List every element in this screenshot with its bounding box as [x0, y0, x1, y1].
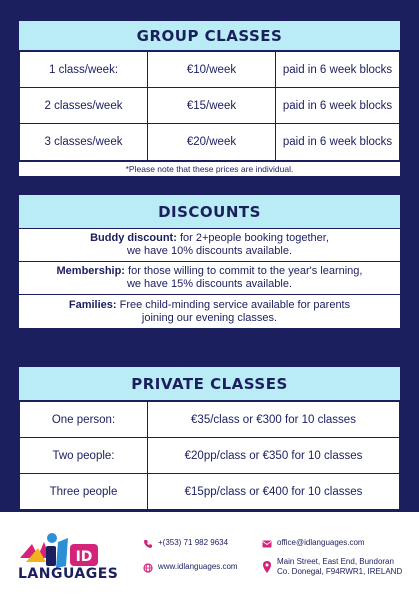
group-row-label: 2 classes/week [20, 88, 148, 124]
website-text: www.idlanguages.com [158, 562, 238, 571]
location-pin-icon [262, 561, 272, 573]
discounts-card [18, 194, 401, 330]
group-row-price: €10/week [148, 52, 276, 88]
address-contact [262, 557, 402, 577]
website-contact[interactable] [143, 562, 238, 573]
group-row-label: 3 classes/week [20, 124, 148, 161]
private-row-label: One person: [20, 402, 148, 438]
mail-icon [262, 539, 272, 549]
table-row [20, 474, 400, 510]
private-row-label: Three people [20, 474, 148, 510]
table-row [20, 52, 400, 88]
address-line-1: Main Street, East End, Bundoran [277, 557, 394, 566]
footer [0, 512, 419, 595]
group-classes-card [18, 20, 401, 177]
group-row-price: €15/week [148, 88, 276, 124]
group-classes-title: GROUP CLASSES [19, 21, 400, 51]
private-classes-table [19, 401, 400, 510]
discount-name: Buddy discount: [90, 232, 177, 244]
group-row-price: €20/week [148, 124, 276, 161]
discount-item-buddy [19, 229, 400, 262]
logo-wordmark: LANGUAGES [18, 566, 119, 582]
table-row [20, 88, 400, 124]
discount-text: for 2+people booking together, [176, 232, 329, 244]
email-contact[interactable] [262, 538, 365, 549]
table-row [20, 438, 400, 474]
private-row-price: €35/class or €300 for 10 classes [148, 402, 400, 438]
table-row [20, 402, 400, 438]
discount-text: Free child-minding service available for parents [116, 298, 351, 311]
group-row-label: 1 class/week: [20, 52, 148, 88]
discount-name: Families: [68, 298, 117, 311]
private-row-label: Two people: [20, 438, 148, 474]
phone-icon [143, 539, 153, 549]
email-text: office@idlanguages.com [277, 538, 365, 547]
address-line-2: Co. Donegal, F94RWR1, IRELAND [277, 567, 403, 576]
private-row-price: €15pp/class or €400 for 10 classes [148, 474, 400, 510]
discount-name: Membership: [56, 265, 125, 277]
table-row [20, 124, 400, 161]
logo-badge-text: ID [75, 549, 93, 565]
discount-text: we have 10% discounts available. [126, 245, 293, 257]
discount-text: we have 15% discounts available. [126, 278, 293, 290]
discount-text: joining our evening classes. [141, 311, 278, 324]
private-classes-title: PRIVATE CLASSES [19, 367, 400, 401]
address-text [277, 557, 402, 577]
group-row-payment: paid in 6 week blocks [276, 124, 400, 161]
discounts-title: DISCOUNTS [19, 195, 400, 229]
group-row-payment: paid in 6 week blocks [276, 52, 400, 88]
phone-text: +(353) 71 982 9634 [158, 538, 229, 547]
group-price-note: *Please note that these prices are individual. [19, 161, 400, 176]
discount-text: for those willing to commit to the year's learning, [124, 265, 363, 277]
phone-contact[interactable] [143, 538, 228, 549]
private-classes-card [18, 366, 401, 511]
group-classes-table [19, 51, 400, 161]
private-row-price: €20pp/class or €350 for 10 classes [148, 438, 400, 474]
group-row-payment: paid in 6 week blocks [276, 88, 400, 124]
globe-icon [143, 563, 153, 573]
discount-item-membership [19, 262, 400, 295]
discount-item-families [19, 295, 400, 329]
